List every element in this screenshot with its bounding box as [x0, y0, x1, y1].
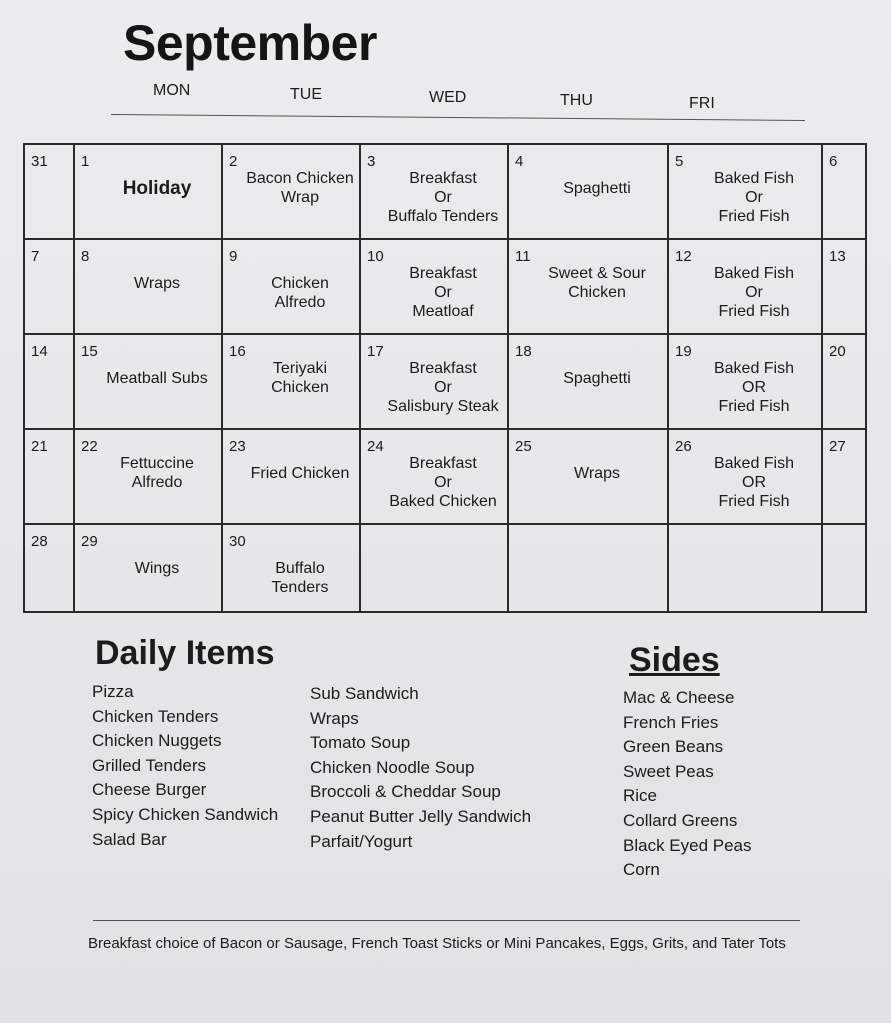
meal-text: Sweet & Sour Chicken: [548, 265, 646, 301]
day-cell: [668, 334, 822, 429]
daily-items-list-1: [92, 680, 278, 852]
day-cell: [74, 524, 222, 612]
list-item: Peanut Butter Jelly Sandwich: [310, 806, 532, 826]
day-cell: [360, 334, 508, 429]
day-cell: [222, 144, 360, 239]
month-title: September: [123, 15, 377, 71]
weekend-cell-sunday: [24, 239, 74, 334]
list-item: Tomato Soup: [310, 733, 411, 753]
day-cell: [360, 144, 508, 239]
day-number: 12: [675, 248, 692, 265]
breakfast-footnote: Breakfast choice of Bacon or Sausage, French Toast Sticks or Mini Pancakes, Eggs, Grits, and Tater Tots: [88, 935, 786, 952]
day-cell: [668, 524, 822, 612]
day-cell: [74, 334, 222, 429]
day-number: 1: [81, 153, 90, 170]
day-number: 7: [31, 248, 40, 265]
meal-text: Spaghetti: [563, 370, 631, 387]
day-cell: [508, 144, 668, 239]
meal-text: Fettuccine Alfredo: [120, 455, 194, 491]
list-item: Chicken Nuggets: [92, 731, 222, 751]
meal-text: Bacon Chicken Wrap: [246, 170, 354, 206]
list-item: Mac & Cheese: [623, 688, 735, 707]
list-item: Corn: [623, 860, 660, 880]
day-cell: [360, 524, 508, 612]
meal-text: Buffalo Tenders: [271, 560, 329, 596]
day-cell: [74, 429, 222, 524]
calendar-week: [24, 524, 866, 612]
list-item: Collard Greens: [623, 810, 738, 830]
day-cell: [360, 429, 508, 524]
weekend-cell-saturday: [822, 239, 866, 334]
calendar-week: [24, 144, 866, 239]
day-number: 19: [675, 343, 692, 360]
weekday-mon: MON: [153, 82, 191, 99]
header-divider: [111, 114, 805, 121]
meal-text: Meatball Subs: [106, 370, 208, 387]
day-number: 14: [31, 343, 48, 360]
day-number: 10: [367, 248, 384, 265]
day-number: 21: [31, 438, 48, 455]
meal-text: Wraps: [134, 275, 180, 292]
day-number: 15: [81, 343, 98, 360]
calendar-week: [24, 334, 866, 429]
meal-text: Holiday: [122, 178, 192, 199]
calendar-grid: [23, 143, 867, 613]
weekday-wed: WED: [429, 89, 467, 106]
day-cell: [74, 144, 222, 239]
day-number: 26: [675, 438, 692, 455]
list-item: Chicken Noodle Soup: [310, 757, 475, 777]
day-number: 31: [31, 153, 48, 170]
day-number: 25: [515, 438, 532, 455]
meal-text: Fried Chicken: [250, 465, 350, 482]
meal-text: Wraps: [574, 465, 620, 482]
day-number: 20: [829, 343, 846, 360]
day-number: 29: [81, 533, 98, 550]
meal-text: Baked Fish Or Fried Fish: [713, 265, 795, 320]
meal-text: Baked Fish OR Fried Fish: [713, 360, 795, 415]
meal-text: Spaghetti: [563, 180, 631, 197]
day-number: 11: [515, 248, 531, 265]
list-item: Wraps: [310, 708, 359, 728]
list-item: Pizza: [92, 682, 134, 701]
day-cell: [508, 429, 668, 524]
weekend-cell-sunday: [24, 334, 74, 429]
list-item: Parfait/Yogurt: [310, 831, 413, 851]
weekday-thu: THU: [560, 92, 593, 109]
weekend-cell-saturday: [822, 334, 866, 429]
list-item: French Fries: [623, 712, 719, 732]
day-cell: [222, 524, 360, 612]
day-number: 27: [829, 438, 846, 455]
weekend-cell-sunday: [24, 144, 74, 239]
day-cell: [508, 239, 668, 334]
day-cell: [222, 239, 360, 334]
daily-items-title: Daily Items: [95, 634, 275, 672]
day-number: 18: [515, 343, 532, 360]
list-item: Chicken Tenders: [92, 706, 219, 726]
meal-text: Breakfast Or Baked Chicken: [389, 455, 497, 510]
day-number: 8: [81, 248, 90, 265]
list-item: Spicy Chicken Sandwich: [92, 804, 279, 824]
list-item: Sweet Peas: [623, 761, 714, 781]
meal-text: Chicken Alfredo: [271, 275, 329, 311]
day-cell: [74, 239, 222, 334]
meal-text: Teriyaki Chicken: [271, 360, 329, 396]
day-cell: [508, 524, 668, 612]
day-number: 22: [81, 438, 98, 455]
day-cell: [222, 429, 360, 524]
list-item: Sub Sandwich: [310, 684, 419, 703]
list-item: Broccoli & Cheddar Soup: [310, 782, 501, 802]
list-item: Salad Bar: [92, 829, 167, 849]
day-number: 3: [367, 153, 376, 170]
day-number: 16: [229, 343, 246, 360]
day-cell: [668, 429, 822, 524]
list-item: Cheese Burger: [92, 780, 207, 800]
day-cell: [360, 239, 508, 334]
day-number: 30: [229, 533, 246, 550]
sides-title: Sides: [629, 641, 720, 679]
list-item: Grilled Tenders: [92, 755, 207, 775]
footer-divider: [93, 920, 800, 921]
meal-text: Wings: [134, 560, 180, 577]
day-number: 23: [229, 438, 246, 455]
day-number: 13: [829, 248, 846, 265]
meal-text: Breakfast Or Meatloaf: [409, 265, 477, 320]
day-cell: [222, 334, 360, 429]
meal-text: Baked Fish Or Fried Fish: [713, 170, 795, 225]
day-number: 2: [229, 153, 238, 170]
meal-text: Breakfast Or Salisbury Steak: [387, 360, 499, 415]
meal-text: Baked Fish OR Fried Fish: [713, 455, 795, 510]
list-item: Green Beans: [623, 737, 724, 757]
day-number: 5: [675, 153, 684, 170]
sides-list: [623, 686, 752, 883]
weekend-cell-sunday: [24, 524, 74, 612]
day-cell: [668, 239, 822, 334]
day-number: 24: [367, 438, 384, 455]
weekend-cell-saturday: [822, 144, 866, 239]
weekend-cell-sunday: [24, 429, 74, 524]
list-item: Black Eyed Peas: [623, 835, 752, 855]
day-number: 17: [367, 343, 384, 360]
daily-items-list-2: [310, 682, 531, 854]
meal-text: Breakfast Or Buffalo Tenders: [387, 170, 499, 225]
day-number: 4: [515, 153, 524, 170]
calendar-week: [24, 239, 866, 334]
calendar-week: [24, 429, 866, 524]
day-cell: [508, 334, 668, 429]
weekend-cell-saturday: [822, 429, 866, 524]
day-cell: [668, 144, 822, 239]
weekday-tue: TUE: [290, 86, 322, 103]
list-item: Rice: [623, 786, 658, 806]
weekday-fri: FRI: [689, 95, 715, 112]
weekend-cell-saturday: [822, 524, 866, 612]
day-number: 9: [229, 248, 238, 265]
day-number: 6: [829, 153, 838, 170]
day-number: 28: [31, 533, 48, 550]
